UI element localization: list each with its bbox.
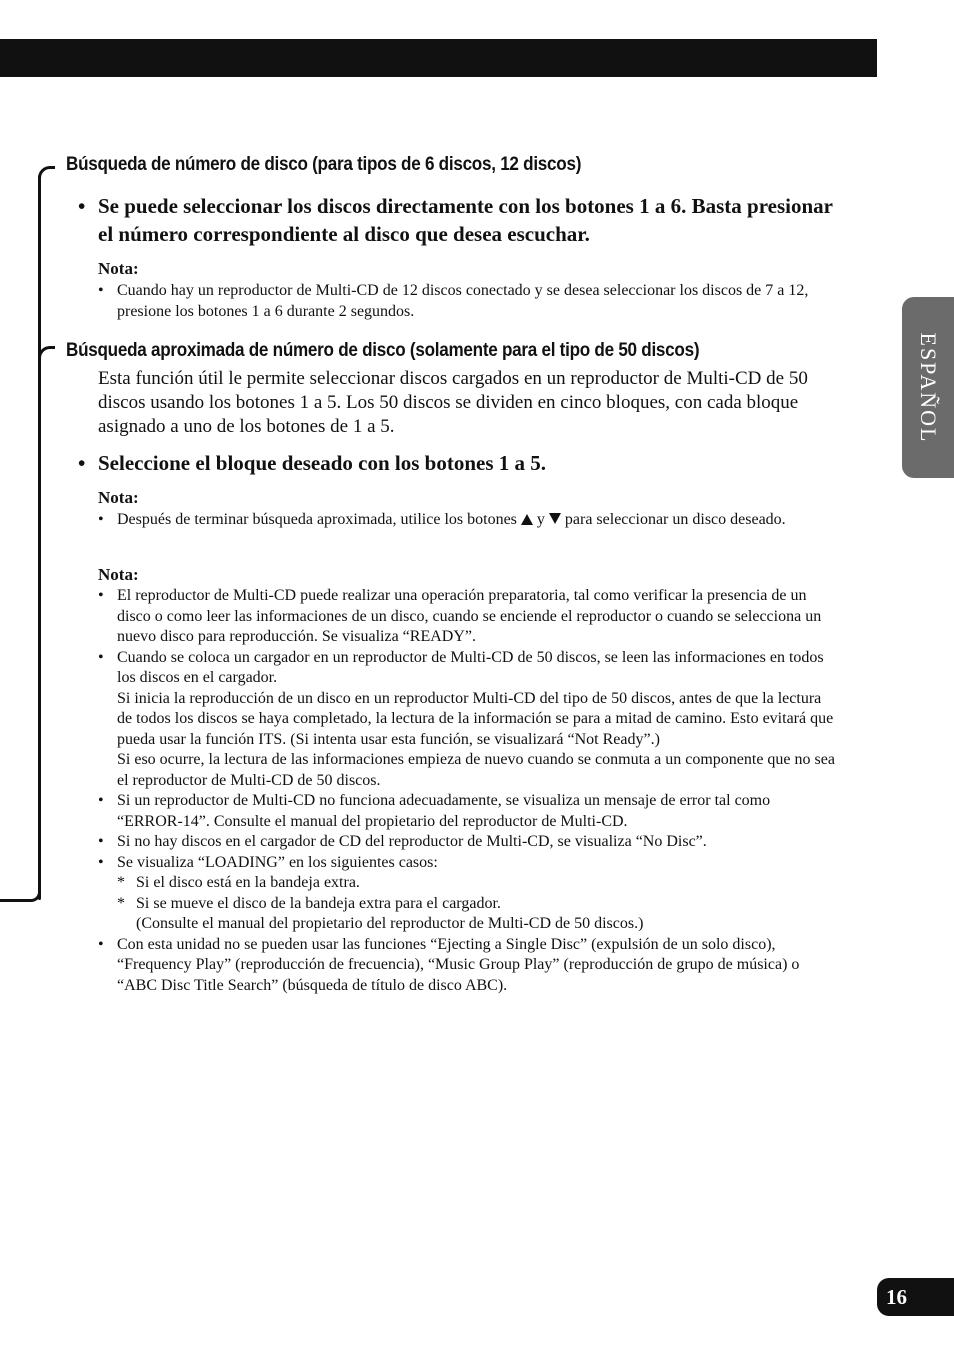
section2-instruction: Seleccione el bloque deseado con los botones 1 a 5. bbox=[98, 451, 547, 475]
up-triangle-icon bbox=[521, 514, 533, 525]
note-item-6: Con esta unidad no se pueden usar las funciones “Ejecting a Single Disc” (expulsión de un solo disco), “Frequency Play” (reproducción de frecuencia), “Music Group Play” (reproducción de grupo de música) o “ABC Disc Title Search” (búsqueda de título de disco ABC). bbox=[117, 935, 800, 994]
notes-label: Nota: bbox=[98, 565, 139, 584]
section2-description: Esta función útil le permite seleccionar discos cargados en un reproductor de Multi-CD de 50 discos usando los botones 1 a 5. Los 50 discos se dividen en cinco bloques, con cada bloque asignado a uno de los botones de 1 a 5. bbox=[98, 368, 808, 437]
note-item-5-sub-1-text: Si el disco está en la bandeja extra. bbox=[136, 874, 360, 891]
notes-list bbox=[98, 586, 838, 996]
list-item bbox=[98, 935, 838, 997]
header-bar bbox=[0, 39, 877, 77]
section-bracket-top-hook bbox=[38, 166, 55, 178]
section1-bullet: • bbox=[78, 194, 86, 218]
section2-note-label: Nota: bbox=[98, 488, 139, 507]
list-item bbox=[98, 281, 838, 322]
section1-instruction: Se puede seleccionar los discos directamente con los botones 1 a 6. Basta presionar el número correspondiente al disco que desea escuchar. bbox=[98, 194, 833, 246]
list-item bbox=[98, 648, 838, 792]
note-item-5: • Se visualiza “LOADING” en los siguientes casos: bbox=[117, 853, 438, 871]
list-item bbox=[98, 791, 838, 832]
section2-note-text-3: para seleccionar un disco deseado. bbox=[564, 511, 786, 528]
note-item-2-p2: Si inicia la reproducción de un disco en un reproductor Multi-CD del tipo de 50 discos, antes de que la lectura de todos los discos se haya completado, la lectura de la información se para a mitad de camino. Esto evitará que pueda usar la función ITS. (Si intenta usar esta función, se visualizará “Not Ready”.) bbox=[117, 689, 834, 748]
note-item-4: Si no hay discos en el cargador de CD del reproductor de Multi-CD, se visualiza “No Disc”. bbox=[117, 833, 707, 850]
section1-heading: Búsqueda de número de disco (para tipos de 6 discos, 12 discos) bbox=[66, 154, 582, 175]
section2-bullet: • bbox=[78, 451, 86, 475]
section1-note-label: Nota: bbox=[98, 259, 139, 278]
note-item-5-sub-1 bbox=[117, 873, 838, 894]
section-bracket bbox=[38, 175, 41, 900]
note-item-5-sub-2-cont: (Consulte el manual del propietario del reproductor de Multi-CD de 50 discos.) bbox=[136, 915, 644, 932]
list-item bbox=[98, 586, 838, 648]
down-triangle-icon bbox=[549, 513, 561, 524]
note-item-2-p1: • Cuando se coloca un cargador en un reproductor de Multi-CD de 50 discos, se leen las informaciones en todos los discos en el cargador. bbox=[117, 648, 824, 686]
section-bracket-bottom-hook bbox=[0, 888, 41, 902]
asterisk-marker: * bbox=[117, 874, 125, 891]
language-tab bbox=[902, 297, 954, 478]
note-item-2-p3: Si eso ocurre, la lectura de las informaciones empieza de nuevo cuando se conmuta a un componente que no sea el reproductor de Multi-CD de 50 discos. bbox=[117, 751, 835, 789]
language-tab-label: ESPAÑOL bbox=[916, 332, 941, 443]
list-item bbox=[98, 832, 838, 853]
list-item bbox=[98, 853, 838, 935]
page-number: 16 bbox=[877, 1278, 954, 1316]
section1-note-list bbox=[98, 281, 838, 322]
section1-note-text: Cuando hay un reproductor de Multi-CD de 12 discos conectado y se desea seleccionar los discos de 7 a 12, presione los botones 1 a 6 durante 2 segundos. bbox=[117, 282, 809, 320]
note-item-1: El reproductor de Multi-CD puede realizar una operación preparatoria, tal como verificar la presencia de un disco o como leer las informaciones de un disco, cuando se enciende el reproductor o cuando se selecciona un nuevo disco para reproducción. Se visualiza “READY”. bbox=[117, 587, 822, 645]
asterisk-marker: * bbox=[117, 894, 125, 912]
section2-heading: Búsqueda aproximada de número de disco (solamente para el tipo de 50 discos) bbox=[66, 340, 700, 361]
note-item-3: Si un reproductor de Multi-CD no funciona adecuadamente, se visualiza un mensaje de error tal como “ERROR-14”. Consulte el manual del propietario del reproductor de Multi-CD. bbox=[117, 792, 771, 830]
note-item-5-sub-2-text: Si se mueve el disco de la bandeja extra para el cargador. bbox=[136, 894, 501, 912]
section2-note-text-1: Después de terminar búsqueda aproximada, utilice los botones bbox=[117, 511, 517, 528]
note-item-5-sub-2 bbox=[117, 894, 838, 915]
list-item bbox=[98, 510, 838, 531]
section2-note-text-2: y bbox=[536, 511, 545, 528]
section2-note-list bbox=[98, 510, 838, 531]
